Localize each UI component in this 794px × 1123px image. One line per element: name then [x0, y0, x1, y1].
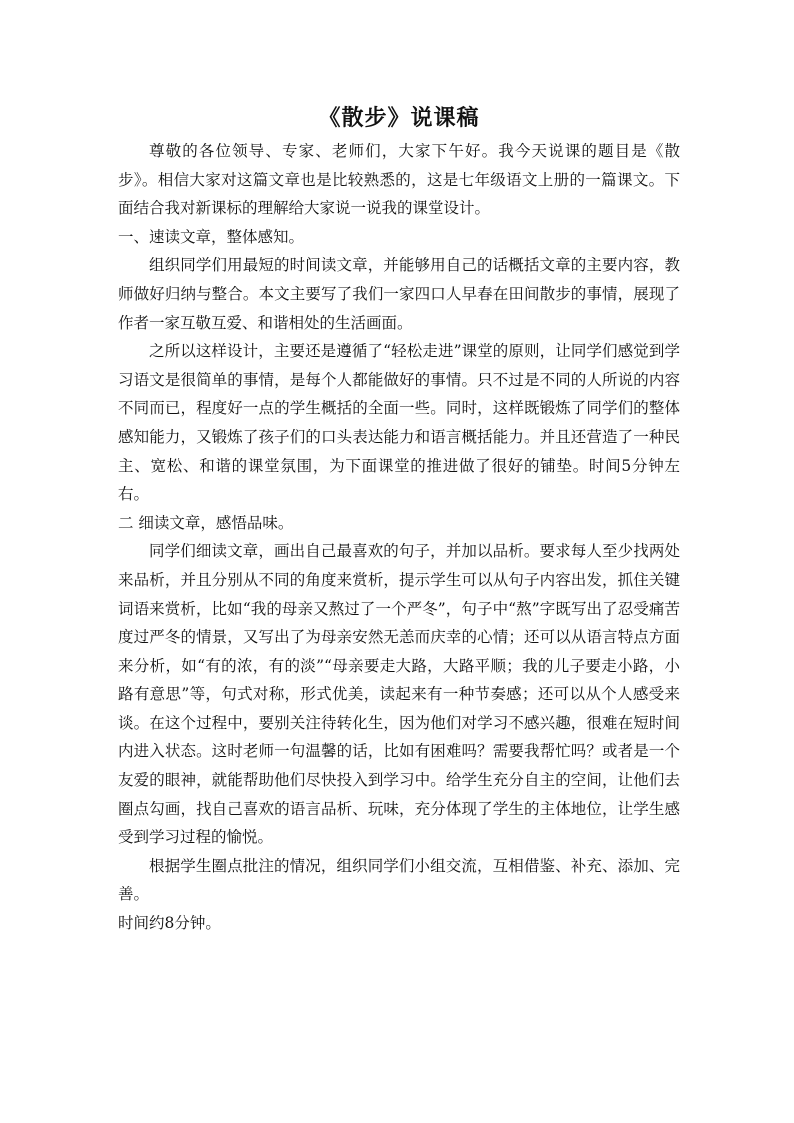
paragraph-section-1-body: 组织同学们用最短的时间读文章，并能够用自己的话概括文章的主要内容，教师做好归纳与整合。本文主要写了我们一家四口人早春在田间散步的事情，展现了作者一家互敬互爱、和谐相处的生活画面。 [118, 256, 680, 332]
document-title: 《散步》说课稿 [318, 105, 480, 131]
paragraph-section-2-body: 同学们细读文章，画出自己最喜欢的句子，并加以品析。要求每人至少找两处来品析，并且分别从不同的角度来赏析，提示学生可以从句子内容出发，抓住关键词语来赏析，比如“我的母亲又熬过了一个严冬”，句子中“熬”字既写出了忍受痛苦度过严冬的情景，又写出了为母亲安然无恙而庆幸的心情；还可以从语言特点方面来分析，如“有的浓，有的淡”“母亲要走大路，大路平顺；我的儿子要走小路，小路有意思”等，句式对称，形式优美，读起来有一种节奏感；还可以从个人感受来谈。在这个过程中，要别关注待转化生，因为他们对学习不感兴趣，很难在短时间内进入状态。这时老师一句温馨的话，比如有困难吗？需要我帮忙吗？或者是一个友爱的眼神，就能帮助他们尽快投入到学习中。给学生充分自主的空间，让他们去圈点勾画，找自己喜欢的语言品析、玩味，充分体现了学生的主体地位，让学生感受到学习过程的愉悦。 [118, 542, 680, 847]
paragraph-time-note: 时间约8分钟。 [118, 914, 221, 933]
paragraph-greeting: 尊敬的各位领导、专家、老师们，大家下午好。我今天说课的题目是《散步》。相信大家对这篇文章也是比较熟悉的，这是七年级语文上册的一篇课文。下面结合我对新课标的理解给大家说一说我的课堂设计。 [118, 142, 680, 218]
section-heading-2: 二 细读文章，感悟品味。 [118, 513, 294, 532]
paragraph-section-2-group: 根据学生圈点批注的情况，组织同学们小组交流，互相借鉴、补充、添加、完善。 [118, 856, 680, 904]
section-heading-1: 一、速读文章，整体感知。 [118, 227, 305, 246]
document-body [118, 101, 680, 938]
paragraph-section-1-reason: 之所以这样设计，主要还是遵循了“轻松走进”课堂的原则，让同学们感觉到学习语文是很简单的事情，是每个人都能做好的事情。只不过是不同的人所说的内容不同而已，程度好一点的学生概括的全面一些。同时，这样既锻炼了同学们的整体感知能力，又锻炼了孩子们的口头表达能力和语言概括能力。并且还营造了一种民主、宽松、和谐的课堂氛围，为下面课堂的推进做了很好的铺垫。时间5分钟左右。 [118, 342, 680, 504]
